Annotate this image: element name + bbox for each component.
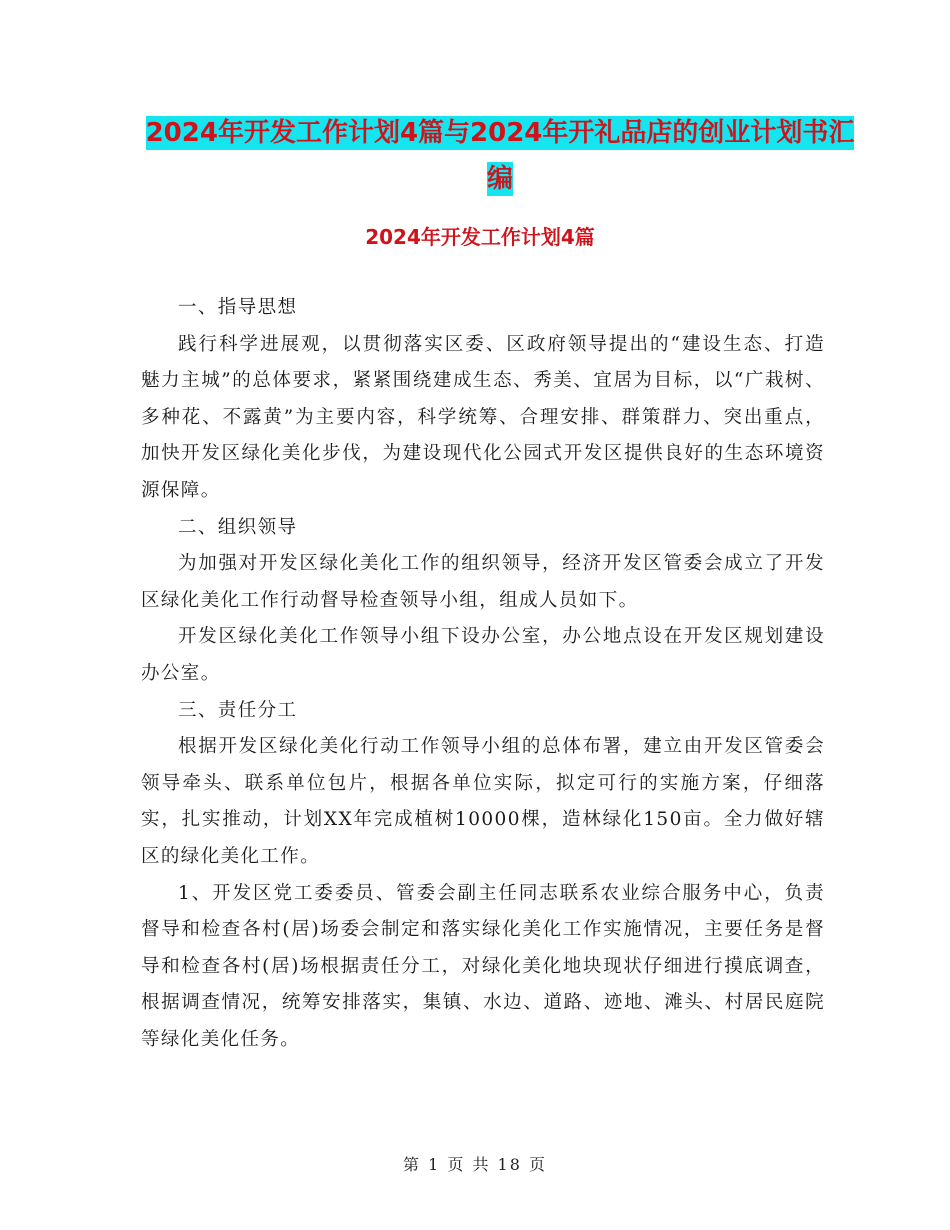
paragraph-responsibilities: 根据开发区绿化美化行动工作领导小组的总体布署，建立由开发区管委会领导牵头、联系单位包片，根据各单位实际，拟定可行的实施方案，仔细落实，扎实推动，计划XX年完成植树10000棵，造林绿化150亩。全力做好辖区的绿化美化工作。 xyxy=(141,736,825,867)
heading-responsibilities: 三、责任分工 xyxy=(178,699,298,721)
heading-guiding-ideology: 一、指导思想 xyxy=(178,297,298,318)
document-body xyxy=(141,290,825,1058)
paragraph-item-1: 1、开发区党工委委员、管委会副主任同志联系农业综合服务中心，负责督导和检查各村(居)场委会制定和落实绿化美化工作实施情况，主要任务是督导和检查各村(居)场根据责任分工，对绿化美化地块现状仔细进行摸底调查，根据调查情况，统筹安排落实，集镇、水边、道路、迹地、滩头、村居民庭院等绿化美化任务。 xyxy=(141,882,825,1050)
paragraph-organization: 为加强对开发区绿化美化工作的组织领导，经济开发区管委会成立了开发区绿化美化工作行动督导检查领导小组，组成人员如下。 xyxy=(141,553,825,611)
paragraph-guiding-ideology: 践行科学进展观，以贯彻落实区委、区政府领导提出的“建设生态、打造魅力主城”的总体要求，紧紧围绕建成生态、秀美、宜居为目标，以“广栽树、多种花、不露黄”为主要内容，科学统筹、合理安排、群策群力、突出重点，加快开发区绿化美化步伐，为建设现代化公园式开发区提供良好的生态环境资源保障。 xyxy=(141,333,825,501)
document-title-text: 2024年开发工作计划4篇与2024年开礼品店的创业计划书汇编 xyxy=(145,118,855,194)
page-footer: 第 1 页 共 18 页 xyxy=(403,1155,547,1174)
document-title xyxy=(140,110,860,202)
paragraph-office: 开发区绿化美化工作领导小组下设办公室，办公地点设在开发区规划建设办公室。 xyxy=(141,626,825,684)
heading-organization: 二、组织领导 xyxy=(178,516,298,538)
section-title: 2024年开发工作计划4篇 xyxy=(365,225,595,249)
